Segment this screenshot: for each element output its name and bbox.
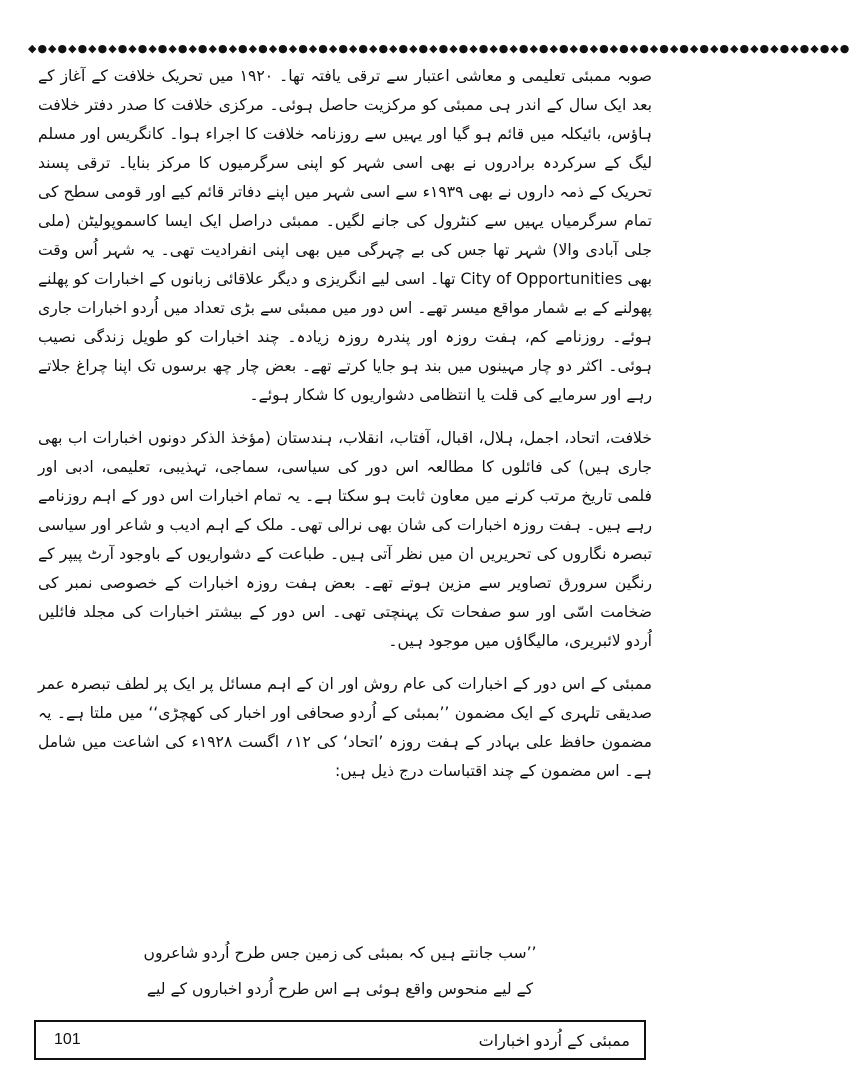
block-quote [140,935,540,1007]
footer-book-title: ممبئی کے اُردو اخبارات [478,1031,630,1050]
paragraph-1: صوبہ ممبئی تعلیمی و معاشی اعتبار سے ترقی یافتہ تھا۔ ۱۹۲۰ میں تحریک خلافت کے آغاز کے بعد ایک سال کے اندر ہی ممبئی کو مرکزیت حاصل ہوئی۔ مرکزی خلافت کا صدر دفتر خلافت ہاؤس، بائیکلہ میں قائم ہو گیا اور یہیں سے روزنامہ خلافت کا اجراء ہوا۔ کانگریس اور مسلم لیگ کے سرکردہ برادروں نے بھی اسی شہر کو اپنی سرگرمیوں کا مرکز بنایا۔ ترقی پسند تحریک کے ذمہ داروں نے بھی ۱۹۳۹ء سے اسی شہر میں اپنے دفاتر قائم کیے اور قومی سطح کی تمام سرگرمیاں یہیں سے کنٹرول کی جانے لگیں۔ ممبئی دراصل ایک ایسا کاسموپولیٹن (ملی جلی آبادی والا) شہر تھا جس کی بے چہرگی میں بھی اپنی انفرادیت تھی۔ یہ شہر اُس وقت بھی City of Opportunities تھا۔ اسی لیے انگریزی و دیگر علاقائی زبانوں کے اخبارات کو پھلنے پھولنے کے بے شمار مواقع میسر تھے۔ اس دور میں ممبئی سے بڑی تعداد میں اُردو اخبارات جاری ہوئے۔ روزنامے کم، ہفت روزہ اور پندرہ روزہ زیادہ۔ چند اخبارات کو طویل زندگی نصیب ہوئی۔ اکثر دو چار مہینوں میں بند ہو جایا کرتے تھے۔ بعض چار چھ برسوں تک اپنا چراغ جلاتے رہے اور سرمایے کی قلت یا انتظامی دشواریوں کا شکار ہوئے۔ [38,67,652,404]
paragraph-2: خلافت، اتحاد، اجمل، ہلال، اقبال، آفتاب، انقلاب، ہندستان (مؤخذ الذکر دونوں اخبارات اب بھی جاری ہیں) کی فائلوں کا مطالعہ اس دور کی سیاسی، سماجی، تہذیبی، تعلیمی، ادبی اور فلمی تاریخ مرتب کرنے میں معاون ثابت ہو سکتا ہے۔ یہ تمام اخبارات اس دور کے اہم روزنامے رہے ہیں۔ ہفت روزہ اخبارات کی شان بھی نرالی تھی۔ ملک کے اہم ادیب و شاعر اور سیاسی تبصرہ نگاروں کی تحریریں ان میں نظر آتی ہیں۔ طباعت کے دشواریوں کے باوجود آرٹ پیپر کے رنگین سرورق تصاویر سے مزین ہوتے تھے۔ بعض ہفت روزہ اخبارات کے خصوصی نمبر کی ضخامت اسّی اور سو صفحات تک پہنچتی تھی۔ اس دور کے بیشتر اخبارات کی مجلد فائلیں اُردو لائبریری، مالیگاؤں میں موجود ہیں۔ [38,429,652,650]
page-number: 101 [54,1031,81,1048]
paragraph-3: ممبئی کے اس دور کے اخبارات کی عام روش اور ان کے اہم مسائل پر ایک پر لطف تبصرہ عمر صدیقی تلہری کے ایک مضمون ’’بمبئی کے اُردو صحافی اور اخبار کی کھچڑی‘‘ میں ملتا ہے۔ یہ مضمون حافظ علی بہادر کے ہفت روزہ ’اتحاد‘ کی ۱۲؍ اگست ۱۹۲۸ء کی اشاعت میں شامل ہے۔ اس مضمون کے چند اقتباسات درج ذیل ہیں: [38,675,652,780]
decorative-top-border: ◆●◆●◆●◆●◆●◆●◆●◆●◆●◆●◆●◆●◆●◆●◆●◆●◆●◆●◆●◆●◆●◆●◆●◆●◆●◆●◆●◆●◆●◆●◆●◆●◆●◆●◆●◆●◆●◆●◆●◆●◆● [28,42,850,55]
footer-box [34,1020,646,1060]
quote-line-2: کے لیے منحوس واقع ہوئی ہے اس طرح اُردو اخباروں کے لیے [146,980,534,998]
quote-line-1: ’’سب جانتے ہیں کہ بمبئی کی زمین جس طرح اُردو شاعروں [143,944,537,962]
body-text [38,62,652,786]
